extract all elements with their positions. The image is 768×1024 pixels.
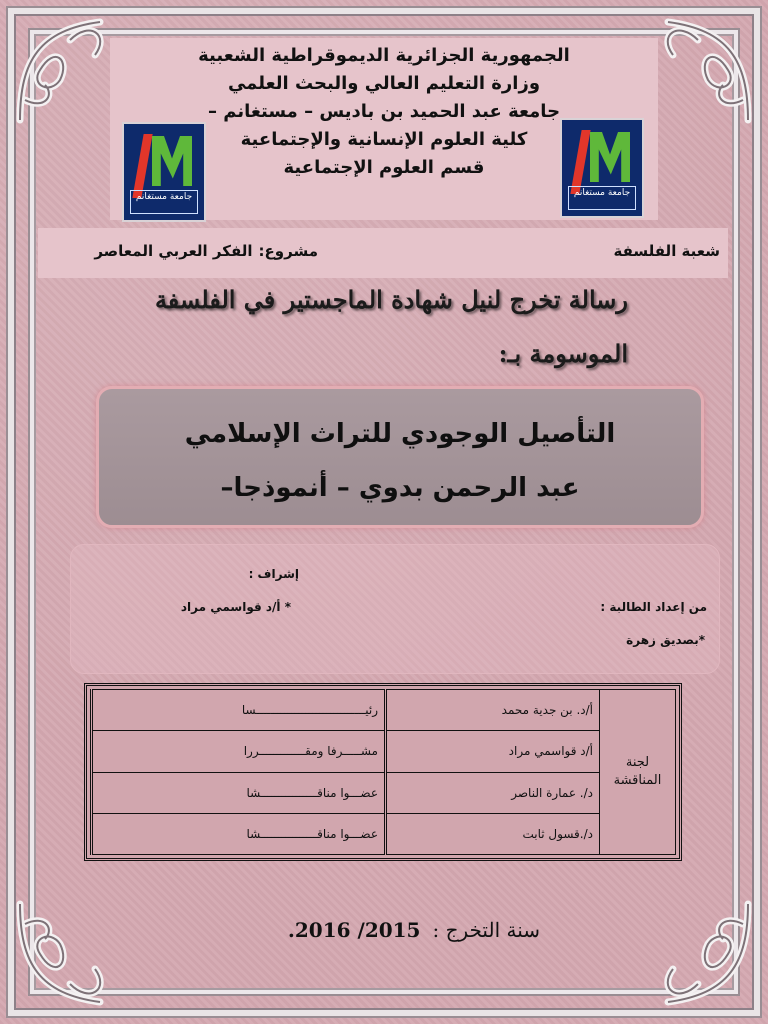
corner-ornament-bottom-right <box>628 884 768 1024</box>
department-band <box>38 228 728 278</box>
jury-member-role: رئيـــــــــــــــــــــــــــــــسا <box>92 690 386 731</box>
jury-member-name: أ/د. بن جدية محمد <box>386 690 600 731</box>
graduation-label: سنة التخرج : <box>432 918 540 942</box>
jury-member-role: عضـــوا مناقــــــــــــــــشا <box>92 813 386 854</box>
logo-caption: جامعة مستغانم <box>568 186 636 210</box>
graduation-year-line <box>288 918 540 942</box>
jury-heading <box>600 690 676 855</box>
thesis-title: التأصيل الوجودي للتراث الإسلامي <box>184 419 616 449</box>
jury-heading-line2: المناقشة <box>613 773 662 788</box>
authorship-box <box>70 544 720 674</box>
corner-ornament-bottom-left <box>0 884 140 1024</box>
thesis-degree-line: رسالة تخرج لنيل شهادة الماجستير في الفلسفة <box>154 285 628 314</box>
table-row <box>92 772 676 813</box>
jury-member-name: أ/د قواسمي مراد <box>386 731 600 772</box>
jury-table-frame <box>84 683 682 861</box>
header-department: قسم العلوم الإجتماعية <box>283 157 485 178</box>
prepared-by-label: من إعداد الطالبة : <box>600 600 707 614</box>
department-name: شعبة الفلسفة <box>613 242 720 260</box>
thesis-subtitle: عبد الرحمن بدوي – أنموذجا– <box>220 473 580 503</box>
project-label: مشروع: <box>258 242 318 260</box>
thesis-titled-line: الموسومة بـ: <box>498 339 628 368</box>
header-university: جامعة عبد الحميد بن باديس – مستغانم – <box>207 101 561 122</box>
thesis-statement <box>108 280 628 374</box>
header-republic: الجمهورية الجزائرية الديموقراطية الشعبية <box>198 45 570 66</box>
jury-member-role: عضـــوا مناقــــــــــــــــشا <box>92 772 386 813</box>
header-ministry: وزارة التعليم العالي والبحث العلمي <box>227 73 541 94</box>
jury-member-name: د/. عمارة الناصر <box>386 772 600 813</box>
table-row <box>92 731 676 772</box>
project-line <box>88 242 318 260</box>
graduation-year: 2015/ 2016. <box>287 918 421 942</box>
supervision-label: إشراف : <box>248 567 299 581</box>
table-row <box>92 690 676 731</box>
university-logo-right <box>560 118 644 218</box>
project-value: الفكر العربي المعاصر <box>94 242 253 260</box>
logo-caption: جامعة مستغانم <box>130 190 198 214</box>
jury-table <box>90 689 676 855</box>
header-faculty: كلية العلوم الإنسانية والإجتماعية <box>240 129 528 150</box>
student-name: *بصديق زهرة <box>626 633 705 647</box>
jury-member-role: مشـــــرفا ومقـــــــــــــررا <box>92 731 386 772</box>
thesis-title-box <box>96 386 704 528</box>
university-logo-left <box>122 122 206 222</box>
jury-member-name: د/.قسول ثابت <box>386 813 600 854</box>
jury-heading-line1: لجنة <box>625 755 650 770</box>
supervisor-name: * أ/د قواسمي مراد <box>180 600 291 614</box>
table-row <box>92 813 676 854</box>
